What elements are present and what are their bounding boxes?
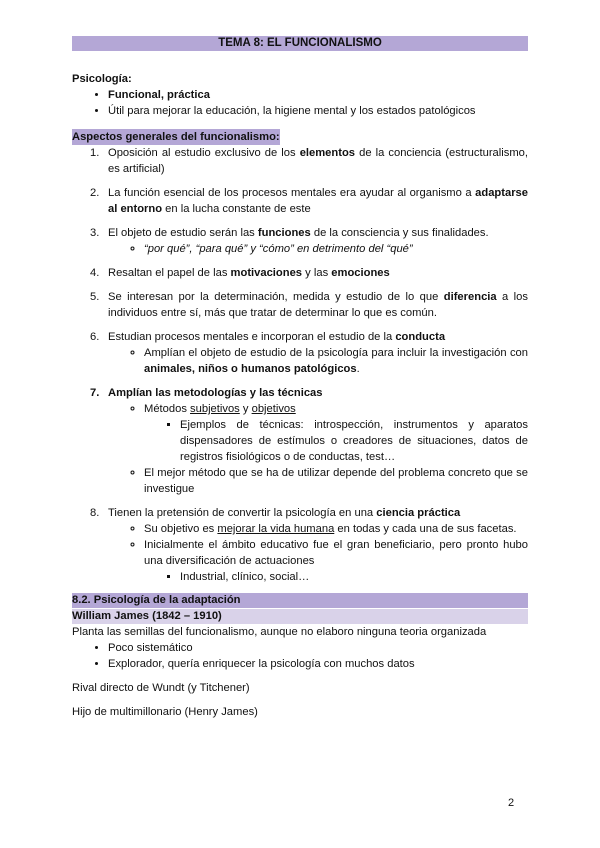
section-line: Rival directo de Wundt (y Titchener) [72,682,250,694]
item-number: 5. [90,291,100,303]
psicologia-heading: Psicología: [72,73,132,85]
item-text: y las [302,267,332,279]
item-number: 2. [90,187,100,199]
list-item: ◦ “por qué”, “para qué” y “cómo” en detrimento del “qué” [144,241,528,257]
item-text: de la consciencia y sus finalidades. [310,227,489,239]
list-item [72,265,528,281]
sublist [144,417,528,465]
item-text: Estudian procesos mentales e incorporan el estudio de la [108,331,396,343]
item-text: El objeto de estudio serán las [108,227,258,239]
list-item [72,185,528,217]
item-emphasis: diferencia [443,291,497,303]
item-emphasis: motivaciones [230,267,303,279]
item-underlined: mejorar la vida humana [217,523,335,535]
list-item: • Útil para mejorar la educación, la higiene mental y los estados patológicos [108,103,528,119]
item-text: Se interesan por la determinación, medida y estudio de lo que [108,291,444,303]
item-number: 3. [90,227,100,239]
list-item: ◦ El mejor método que se ha de utilizar depende del problema concreto que se investigue [144,465,528,497]
list-item: ▪ Industrial, clínico, social… [180,569,528,585]
item-underlined: objetivos [251,403,296,415]
item-number: 7. [90,387,100,399]
item-emphasis: adaptarse al entorno [108,187,528,215]
section-subheading: William James (1842 – 1910) [72,609,528,624]
item-text: y [239,403,252,415]
item-text: Resaltan el papel de las [108,267,231,279]
item-emphasis: ciencia práctica [376,507,461,519]
item-number: 4. [90,267,100,279]
sublist [144,569,528,585]
document-page [72,36,528,720]
list-item [72,505,528,585]
item-text: Oposición al estudio exclusivo de los [108,147,300,159]
item-text: Amplían las metodologías y las técnicas [108,387,323,399]
item-text: Inicialmente el ámbito educativo fue el gran beneficiario, pero pronto hubo una diversificación de actuaciones [144,539,528,567]
list-item [72,329,528,377]
item-emphasis: elementos [299,147,356,159]
item-text: de la conciencia (estructuralismo, es artificial) [108,147,528,175]
list-item [144,401,528,465]
section-intro: Planta las semillas del funcionalismo, aunque no elaboro ninguna teoria organizada [72,626,487,638]
item-text: Amplían el objeto de estudio de la psicología para incluir la investigación con [144,347,528,359]
item-number: 6. [90,331,100,343]
section-heading: 8.2. Psicología de la adaptación [72,593,528,608]
item-text: Su objetivo es [144,523,218,535]
list-item [72,385,528,497]
list-item [144,345,528,377]
psicologia-list [72,87,528,119]
list-item: • Explorador, quería enriquecer la psicología con muchos datos [108,656,528,672]
aspectos-heading: Aspectos generales del funcionalismo: [72,131,280,143]
sublist [108,401,528,497]
item-text: a los individuos entre sí, más que tratar de determinar lo que es común. [108,291,528,319]
item-text: Métodos [144,403,191,415]
item-text: en la lucha constante de este [162,203,311,215]
item-number: 1. [90,147,100,159]
page-number: 2 [508,797,515,809]
item-text: en todas y cada una de sus facetas. [334,523,517,535]
list-item [72,225,528,257]
item-text: Tienen la pretensión de convertir la psicología en una [108,507,377,519]
item-emphasis: animales, niños o humanos patológicos [144,363,357,375]
list-item: • Poco sistemático [108,640,528,656]
sublist [108,521,528,585]
list-item [144,537,528,585]
item-emphasis: funciones [257,227,311,239]
aspectos-list [72,145,528,585]
list-item [144,521,528,537]
item-underlined: subjetivos [190,403,240,415]
item-emphasis: conducta [395,331,446,343]
list-item [72,145,528,177]
item-number: 8. [90,507,100,519]
sublist [108,241,528,257]
sublist [108,345,528,377]
item-text: . [356,363,360,375]
james-list [72,640,528,672]
page-title: TEMA 8: EL FUNCIONALISMO [72,36,528,51]
item-emphasis: emociones [331,267,390,279]
section-line: Hijo de multimillonario (Henry James) [72,706,258,718]
list-item [72,289,528,321]
list-item: • Funcional, práctica [108,87,528,103]
list-item: ▪ Ejemplos de técnicas: introspección, instrumentos y aparatos dispensadores de estímulos o creadores de situaciones, datos de registros fisiológicos o de conductas, test… [180,417,528,465]
item-text: La función esencial de los procesos mentales era ayudar al organismo a [108,187,476,199]
